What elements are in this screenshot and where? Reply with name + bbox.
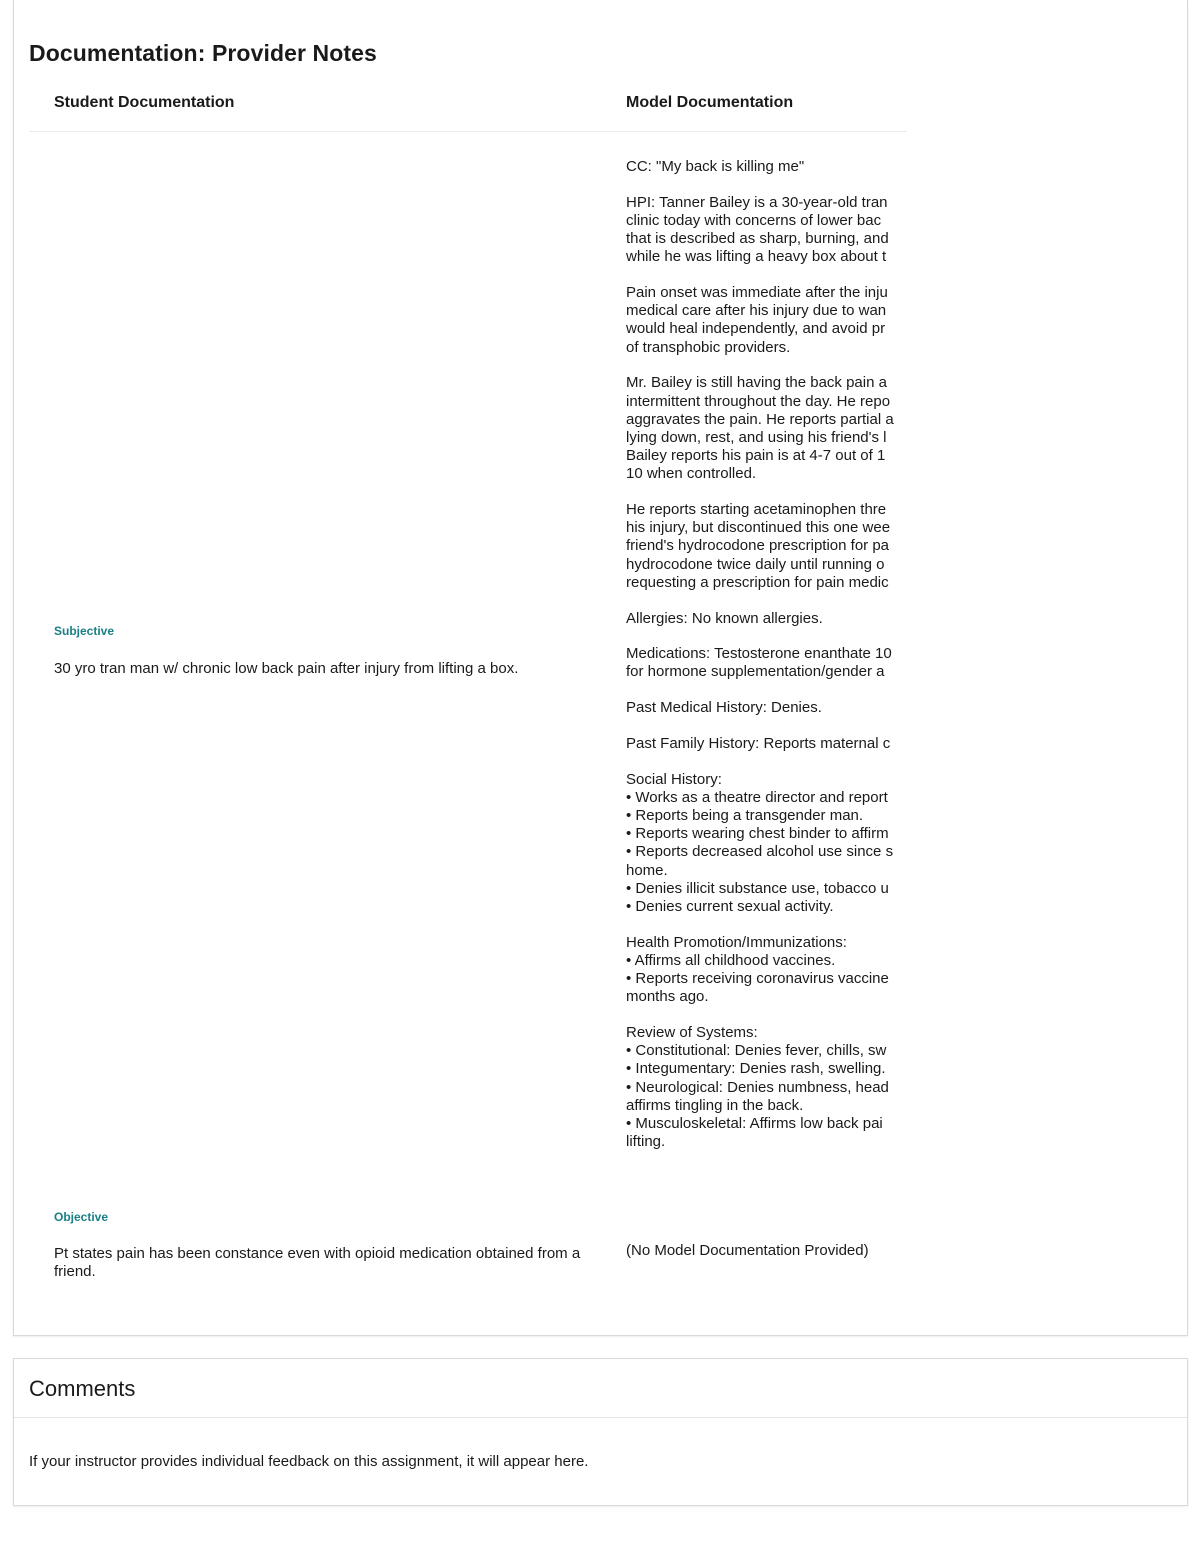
model-line: • Denies current sexual activity. [626, 898, 834, 915]
header-divider [29, 131, 907, 132]
model-line: 10 when controlled. [626, 465, 757, 483]
model-paragraph [626, 610, 907, 628]
model-line: Health Promotion/Immunizations: [626, 933, 847, 951]
provider-notes-card [13, 0, 1188, 1336]
model-line: • Works as a theatre director and report [626, 788, 888, 806]
model-line: requesting a prescription for pain medic [626, 573, 889, 591]
model-paragraph [626, 699, 907, 717]
model-line: • Musculoskeletal: Affirms low back pai [626, 1115, 883, 1133]
comments-divider [14, 1417, 1187, 1418]
model-line: his injury, but discontinued this one wee [626, 519, 891, 537]
model-line: HPI: Tanner Bailey is a 30-year-old tran [626, 193, 888, 211]
model-line: while he was lifting a heavy box about t [626, 248, 887, 266]
model-line: • Reports receiving coronavirus vaccine [626, 970, 889, 988]
model-documentation-header: Model Documentation [626, 94, 794, 111]
model-text-column [626, 158, 907, 1151]
model-paragraph [626, 284, 907, 357]
comments-card [13, 1358, 1188, 1506]
model-paragraph [626, 158, 907, 176]
page-title: Documentation: Provider Notes [29, 40, 377, 66]
model-line: lifting. [626, 1133, 666, 1151]
model-line: Medications: Testosterone enanthate 10 [626, 645, 892, 663]
model-line: • Reports being a transgender man. [626, 806, 864, 824]
model-line: • Reports wearing chest binder to affirm [626, 825, 889, 843]
subjective-model-documentation [626, 158, 907, 1158]
model-line: Social History: [626, 770, 722, 788]
objective-student-text: Pt states pain has been constance even with opioid medication obtained from a friend. [54, 1245, 581, 1281]
model-line: Bailey reports his pain is at 4-7 out of 1 [626, 447, 886, 465]
comments-title: Comments [29, 1376, 136, 1401]
model-line: • Neurological: Denies numbness, head [626, 1078, 889, 1096]
model-line: Pain onset was immediate after the inju [626, 284, 888, 302]
model-line: medical care after his injury due to wan [626, 302, 887, 320]
model-paragraph [626, 1024, 907, 1151]
model-line: Mr. Bailey is still having the back pain a [626, 374, 887, 392]
model-line: Allergies: No known allergies. [626, 609, 823, 627]
model-paragraph [626, 374, 907, 483]
comments-text: If your instructor provides individual feedback on this assignment, it will appear here. [29, 1453, 589, 1470]
model-line: • Affirms all childhood vaccines. [626, 951, 836, 969]
model-paragraph [626, 501, 907, 592]
subjective-label: Subjective [54, 624, 115, 638]
model-line: CC: "My back is killing me" [626, 158, 805, 175]
model-line: friend's hydrocodone prescription for pa [626, 537, 890, 555]
subjective-student-text: 30 yro tran man w/ chronic low back pain after injury from lifting a box. [54, 660, 519, 677]
model-line: • Constitutional: Denies fever, chills, sw [626, 1042, 887, 1060]
objective-model-text: (No Model Documentation Provided) [626, 1242, 869, 1259]
objective-label: Objective [54, 1210, 109, 1224]
model-line: home. [626, 861, 668, 879]
student-documentation-header: Student Documentation [54, 94, 235, 111]
model-line: • Reports decreased alcohol use since s [626, 843, 894, 861]
model-paragraph [626, 645, 907, 681]
model-line: hydrocodone twice daily until running o [626, 555, 885, 573]
model-line: months ago. [626, 988, 709, 1006]
model-line: for hormone supplementation/gender a [626, 663, 885, 681]
model-line: lying down, rest, and using his friend's l [626, 428, 887, 446]
model-line: Past Family History: Reports maternal c [626, 734, 891, 752]
model-line: that is described as sharp, burning, and [626, 230, 889, 248]
model-line: affirms tingling in the back. [626, 1096, 804, 1114]
model-line: • Denies illicit substance use, tobacco u [626, 879, 889, 897]
model-line: He reports starting acetaminophen thre [626, 501, 887, 519]
model-paragraph [626, 934, 907, 1007]
model-line: aggravates the pain. He reports partial a [626, 410, 894, 428]
model-line: Review of Systems: [626, 1024, 758, 1042]
model-line: Past Medical History: Denies. [626, 699, 822, 717]
model-line: of transphobic providers. [626, 338, 791, 356]
model-line: • Integumentary: Denies rash, swelling. [626, 1060, 886, 1078]
model-paragraph [626, 194, 907, 267]
model-paragraph [626, 771, 907, 917]
model-paragraph [626, 735, 907, 753]
model-line: clinic today with concerns of lower bac [626, 211, 882, 229]
model-line: would heal independently, and avoid pr [626, 320, 886, 338]
model-line: intermittent throughout the day. He repo [626, 392, 891, 410]
